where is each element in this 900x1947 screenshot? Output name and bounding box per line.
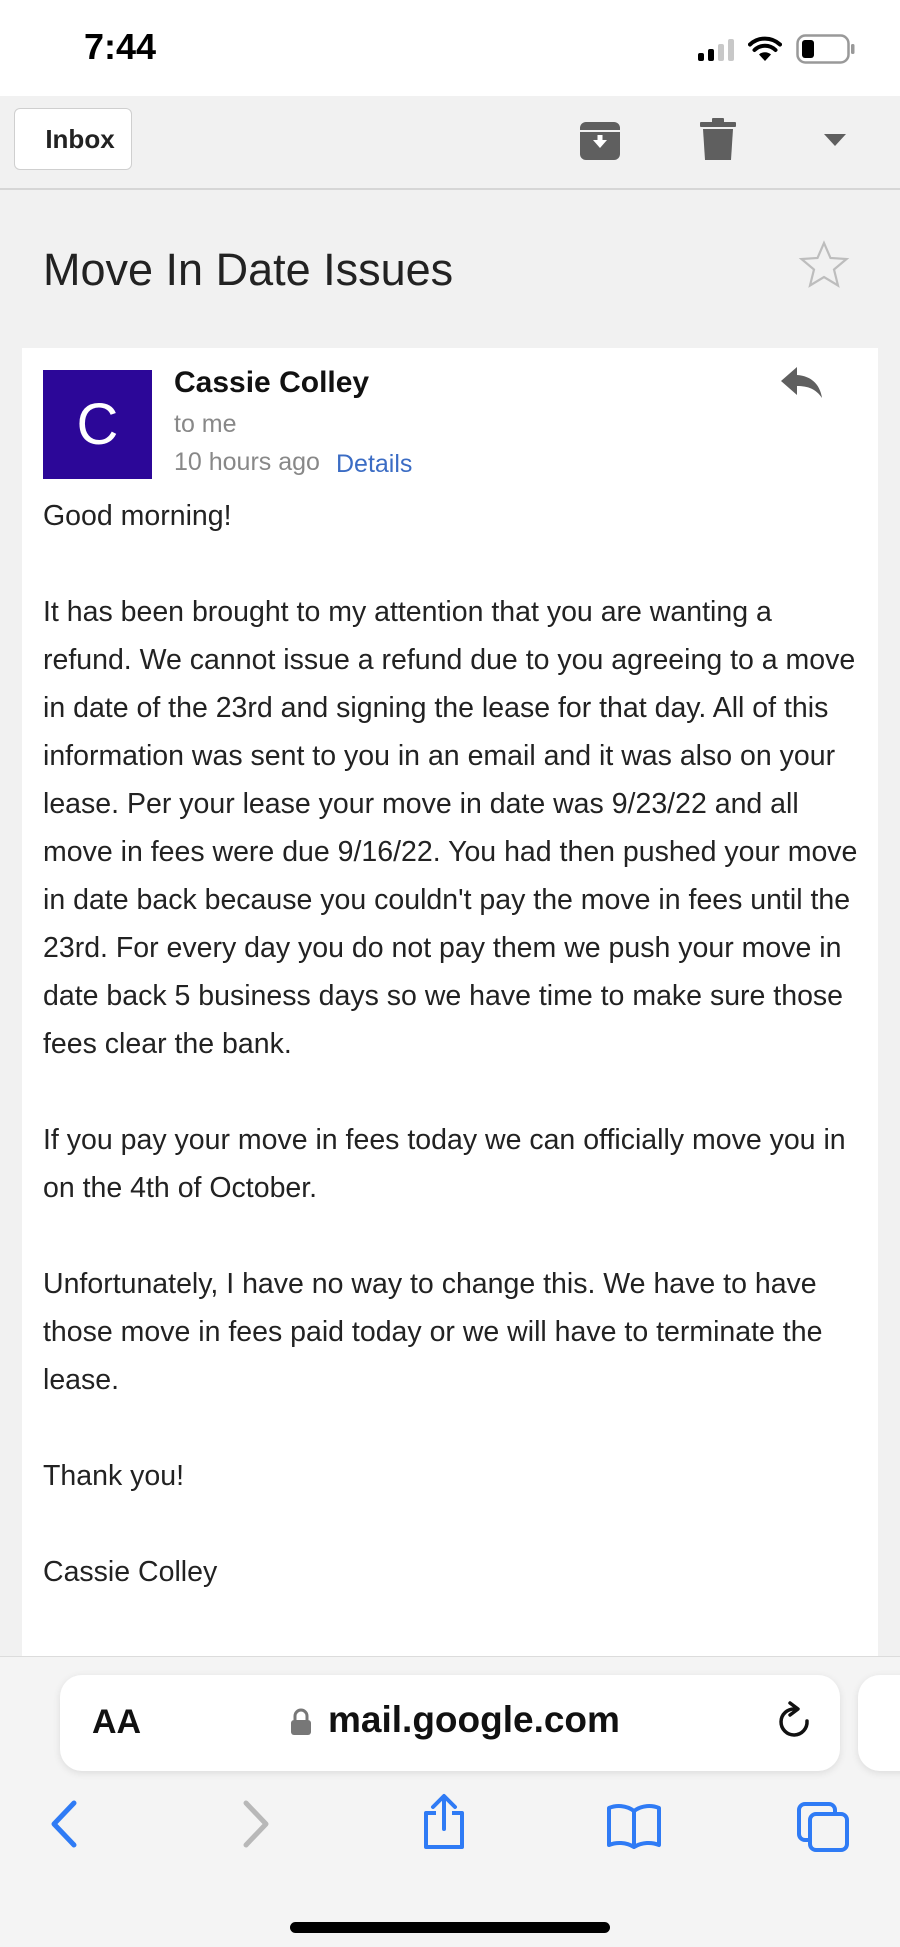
share-icon[interactable] <box>420 1793 468 1851</box>
gmail-toolbar <box>0 96 900 190</box>
timestamp: 10 hours ago <box>174 448 320 476</box>
more-dropdown-icon[interactable] <box>822 132 848 148</box>
wifi-icon <box>748 36 782 62</box>
forward-icon[interactable] <box>240 1799 274 1849</box>
sender-name: Cassie Colley <box>174 366 370 399</box>
subject-row <box>0 192 900 346</box>
lock-icon <box>290 1708 312 1736</box>
avatar: C <box>43 370 152 479</box>
star-icon[interactable] <box>798 240 850 290</box>
trash-icon[interactable] <box>698 118 738 162</box>
details-link[interactable]: Details <box>336 450 413 478</box>
recipient-label: to me <box>174 410 237 438</box>
inbox-back-button[interactable] <box>14 108 132 170</box>
text-size-button[interactable]: AA <box>92 1703 142 1741</box>
status-bar <box>0 0 900 96</box>
bookmarks-icon[interactable] <box>606 1803 662 1849</box>
tabs-icon[interactable] <box>796 1801 850 1853</box>
body-paragraph-2: If you pay your move in fees today we can officially move you in on the 4th of October. <box>43 1124 846 1204</box>
email-body <box>43 492 863 1596</box>
signature: Cassie Colley <box>43 1556 218 1588</box>
battery-icon <box>796 34 856 64</box>
archive-icon[interactable] <box>578 118 622 162</box>
status-icons <box>698 32 856 66</box>
home-indicator <box>290 1922 610 1933</box>
inbox-back-label: Inbox <box>45 123 115 154</box>
body-paragraph-3: Unfortunately, I have no way to change this. We have to have those move in fees paid today or we will have to terminate the lease. <box>43 1268 823 1396</box>
safari-toolbar <box>0 1656 900 1947</box>
email-subject: Move In Date Issues <box>43 244 454 295</box>
reply-icon[interactable] <box>780 366 824 400</box>
address-bar[interactable] <box>60 1675 840 1771</box>
message-card <box>22 348 878 1658</box>
greeting: Good morning! <box>43 500 232 532</box>
status-time: 7:44 <box>84 26 157 67</box>
back-icon[interactable] <box>46 1799 80 1849</box>
url-text[interactable]: mail.google.com <box>328 1699 620 1740</box>
signal-icon <box>698 37 734 61</box>
sign-off: Thank you! <box>43 1460 184 1492</box>
reload-icon[interactable] <box>776 1701 814 1743</box>
next-tab-preview[interactable] <box>858 1675 900 1771</box>
body-paragraph-1: It has been brought to my attention that you are wanting a refund. We cannot issue a refund due to you agreeing to a move in date of the 23rd and signing the lease for that day. All of this information was sent to you in an email and it was also on your lease. Per your lease your move in date was 9/23/22 and all move in fees were due 9/16/22. You had then pushed your move in date back because you couldn't pay the move in fees until the 23rd. For every day you do not pay them we push your move in date back 5 business days so we have time to make sure those fees clear the bank. <box>43 596 858 1060</box>
